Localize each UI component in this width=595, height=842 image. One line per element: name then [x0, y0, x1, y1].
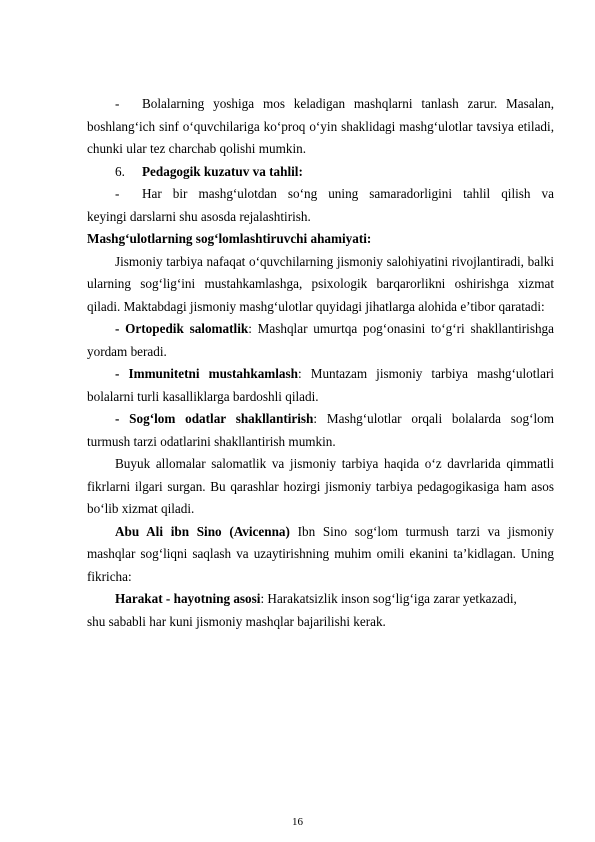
bullet-label: - Immunitetni mustahkamlash: [115, 366, 298, 381]
numbered-item-title: Pedagogik kuzatuv va tahlil:: [142, 163, 303, 179]
paragraph-ibn-sino: [87, 521, 554, 589]
list-item-continuation: boshlang‘ich sinf o‘quvchilariga ko‘proq o‘yin shaklidagi mashg‘ulotlar tavsiya etiladi, chunki ular tez charchab qolishi mumkin.: [87, 118, 554, 156]
list-item-first-line: Har bir mashg‘ulotdan so‘ng uning samaradorligini tahlil qilish va: [142, 186, 554, 201]
bullet-label: - Sog‘lom odatlar shakllantirish: [115, 411, 314, 426]
list-number: 6.: [115, 163, 125, 179]
bullet-label: - Ortopedik salomatlik: [115, 321, 249, 336]
bullet-immunitet: [87, 363, 554, 408]
paragraph-label: Abu Ali ibn Sino (Avicenna): [115, 523, 290, 539]
paragraph-text: : Harakatsizlik inson sog‘lig‘iga zarar yetkazadi,: [260, 591, 517, 606]
paragraph-continuation: shu sababli har kuni jismoniy mashqlar bajarilishi kerak.: [87, 613, 386, 629]
list-item-continuation: keyingi darslarni shu asosda rejalashtirish.: [87, 208, 311, 224]
bullet-text: : Muntazam jismoniy tarbiya mashg‘ulotlari bolalarni turli kasalliklarga bardoshli qiladi.: [87, 366, 554, 404]
page-content: [87, 93, 554, 633]
paragraph-label: Harakat - hayotning asosi: [115, 591, 261, 606]
paragraph-text: Ibn Sino sog‘lom turmush tarzi va jismoniy mashqlar sog‘liqni saqlash va uzaytirishning muhim omili ekanini ta’kidlagan. Uning fikricha:: [87, 523, 554, 584]
numbered-item: [87, 161, 554, 184]
paragraph-harakat: [87, 588, 554, 611]
list-marker: -: [115, 186, 120, 201]
list-item: [87, 183, 554, 206]
paragraph: Jismoniy tarbiya nafaqat o‘quvchilarning jismoniy salohiyatini rivojlantiradi, balki ularning sog‘lig‘ini mustahkamlashga, psixologik barqarorlikni oshirishga xizmat qiladi. Maktabdagi jismoniy mashg‘ulotlar quyidagi jihatlarga alohida e’tibor qaratadi:: [87, 253, 554, 314]
section-heading: Mashg‘ulotlarning sog‘lomlashtiruvchi ahamiyati:: [87, 231, 372, 246]
bullet-sog-lom-odatlar: [87, 408, 554, 453]
paragraph: Buyuk allomalar salomatlik va jismoniy tarbiya haqida o‘z davrlarida qimmatli fikrlarni ilgari surgan. Bu qarashlar hozirgi jismoniy tarbiya pedagogikasiga ham asos bo‘lib xizmat qiladi.: [87, 456, 554, 516]
bullet-text: : Mashg‘ulotlar orqali bolalarda sog‘lom turmush tarzi odatlarini shakllantirish mumkin.: [87, 411, 554, 449]
list-item: [87, 93, 554, 116]
list-marker: -: [115, 96, 120, 111]
page-number: 16: [292, 816, 303, 828]
bullet-text: : Mashqlar umurtqa pog‘onasini to‘g‘ri shakllantirishga yordam beradi.: [87, 321, 555, 359]
list-item-first-line: Bolalarning yoshiga mos keladigan mashqlarni tanlash zarur. Masalan,: [142, 96, 554, 111]
bullet-ortopedik: [87, 318, 554, 363]
